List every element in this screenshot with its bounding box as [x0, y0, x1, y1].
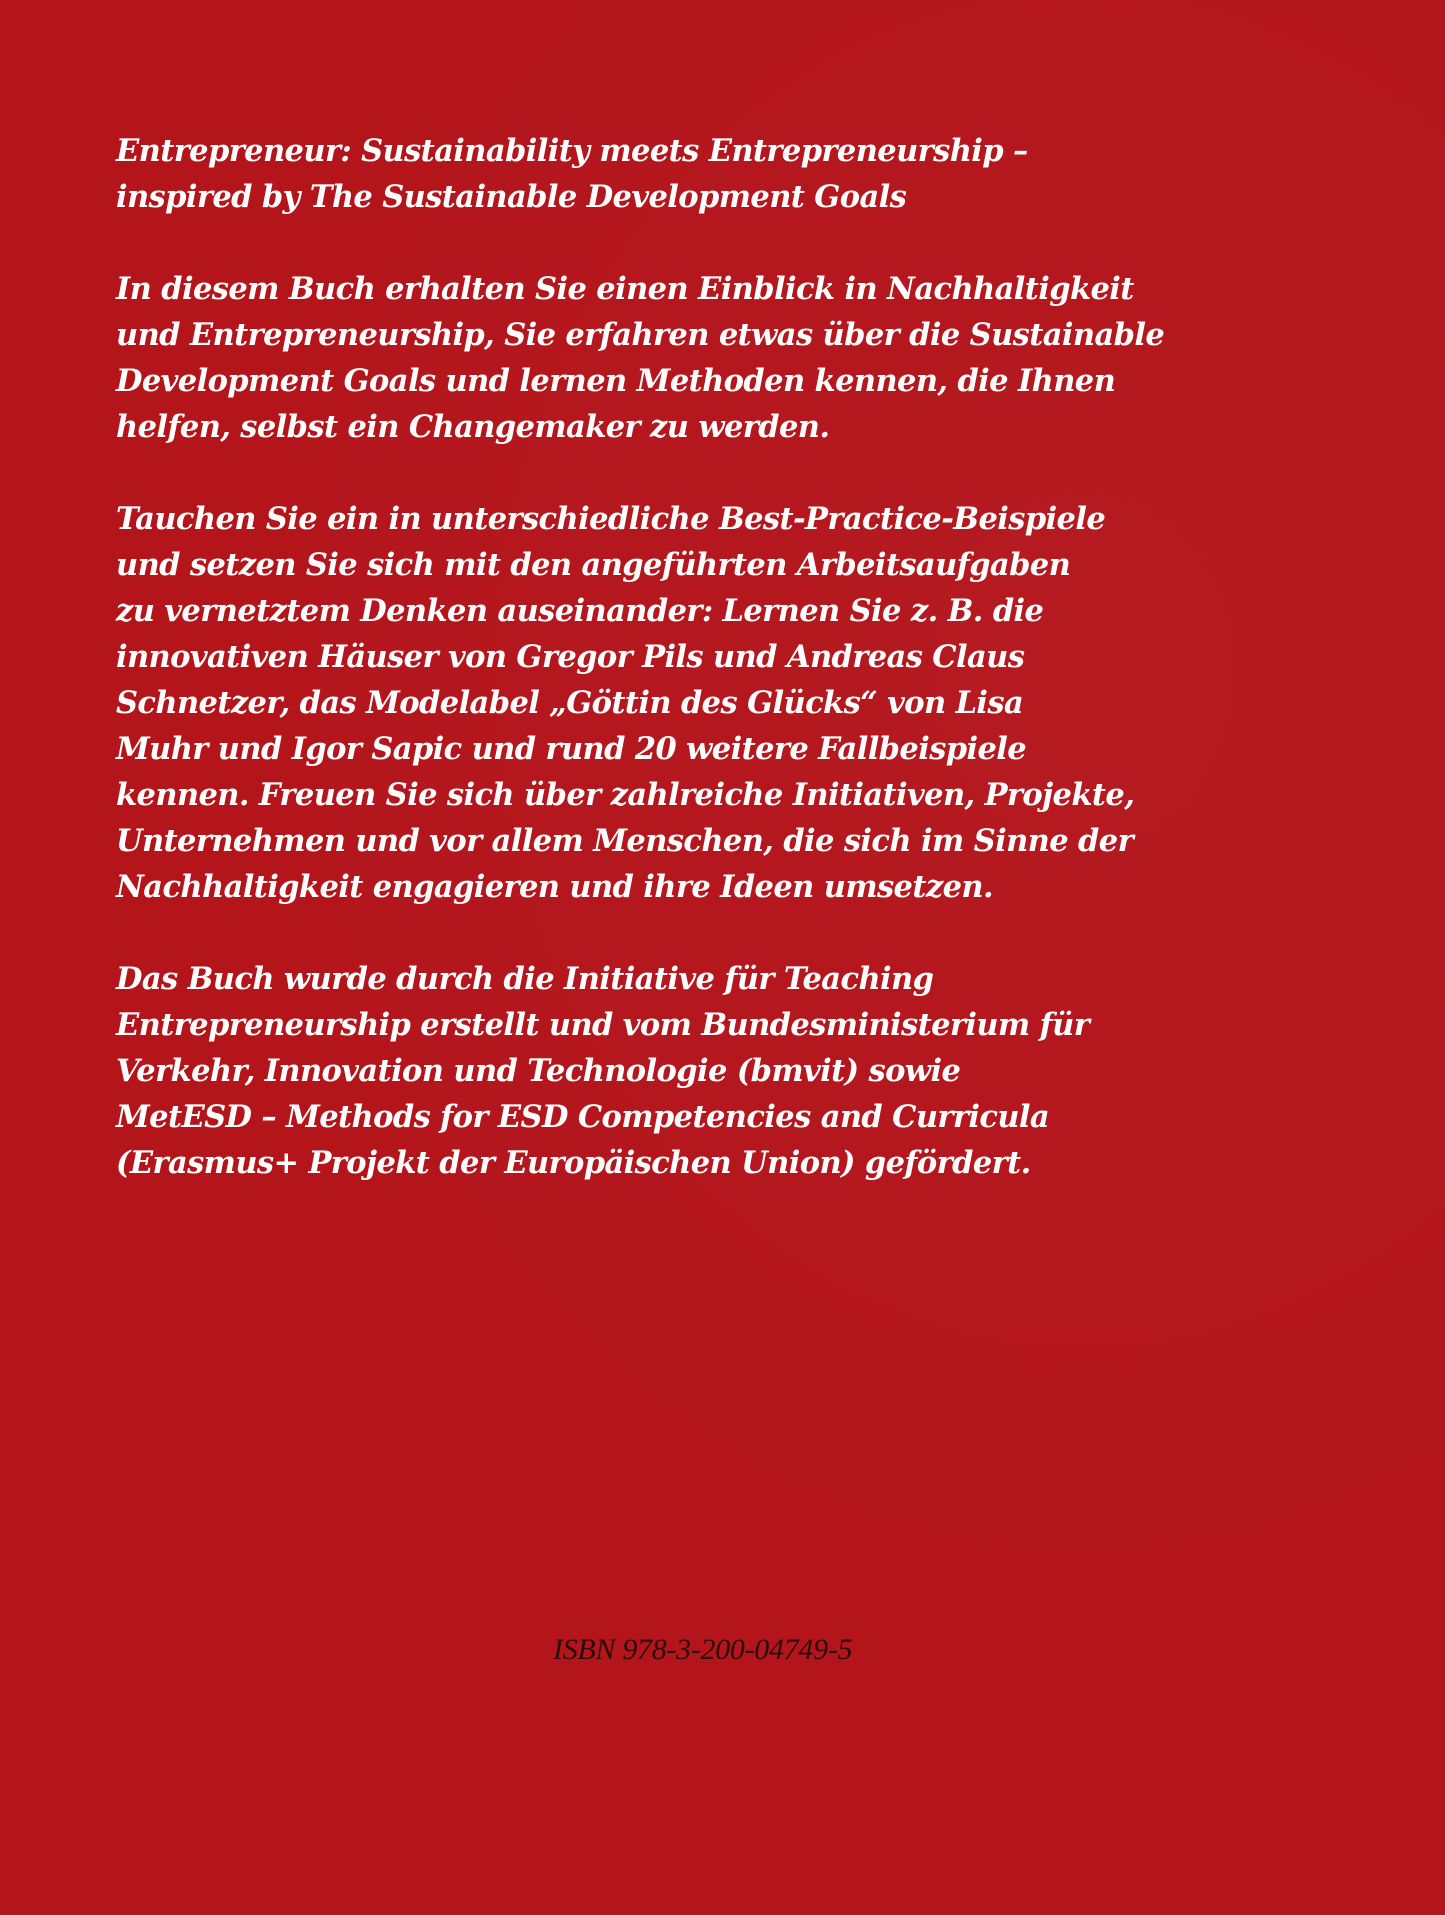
text-line: Entrepreneur: Sustainability meets Entrepreneurship –: [116, 133, 1028, 169]
blurb-text: [116, 128, 1165, 1232]
text-line: und Entrepreneurship, Sie erfahren etwas über die Sustainable: [116, 317, 1165, 353]
isbn-number: ISBN 978-3-200-04749-5: [553, 1633, 853, 1666]
text-line: und setzen Sie sich mit den angeführten Arbeitsaufgaben: [116, 547, 1071, 583]
text-line: Verkehr, Innovation und Technologie (bmvit) sowie: [116, 1053, 961, 1089]
text-line: helfen, selbst ein Changemaker zu werden.: [116, 409, 830, 445]
text-line: MetESD – Methods for ESD Competencies and Curricula: [116, 1099, 1050, 1135]
text-line: Entrepreneurship erstellt und vom Bundesministerium für: [116, 1007, 1090, 1043]
text-line: zu vernetztem Denken auseinander: Lernen Sie z. B. die: [116, 593, 1044, 629]
text-line: (Erasmus+ Projekt der Europäischen Union) gefördert.: [116, 1145, 1031, 1181]
text-line: innovativen Häuser von Gregor Pils und Andreas Claus: [116, 639, 1025, 675]
text-line: In diesem Buch erhalten Sie einen Einblick in Nachhaltigkeit: [116, 271, 1134, 307]
paragraph-intro: [116, 266, 1165, 450]
text-line: inspired by The Sustainable Development Goals: [116, 179, 907, 215]
text-line: Schnetzer, das Modelabel „Göttin des Glücks“ von Lisa: [116, 685, 1024, 721]
text-line: Development Goals und lernen Methoden kennen, die Ihnen: [116, 363, 1116, 399]
paragraph-examples: [116, 496, 1135, 910]
text-line: Nachhaltigkeit engagieren und ihre Ideen umsetzen.: [116, 869, 993, 905]
text-line: Unternehmen und vor allem Menschen, die sich im Sinne der: [116, 823, 1134, 859]
text-line: Das Buch wurde durch die Initiative für Teaching: [116, 961, 934, 997]
text-line: kennen. Freuen Sie sich über zahlreiche Initiativen, Projekte,: [116, 777, 1135, 813]
text-line: Muhr und Igor Sapic und rund 20 weitere Fallbeispiele: [116, 731, 1027, 767]
text-line: Tauchen Sie ein in unterschiedliche Best-Practice-Beispiele: [116, 501, 1106, 537]
paragraph-funding: [116, 956, 1116, 1186]
paragraph-title: [116, 128, 1116, 220]
